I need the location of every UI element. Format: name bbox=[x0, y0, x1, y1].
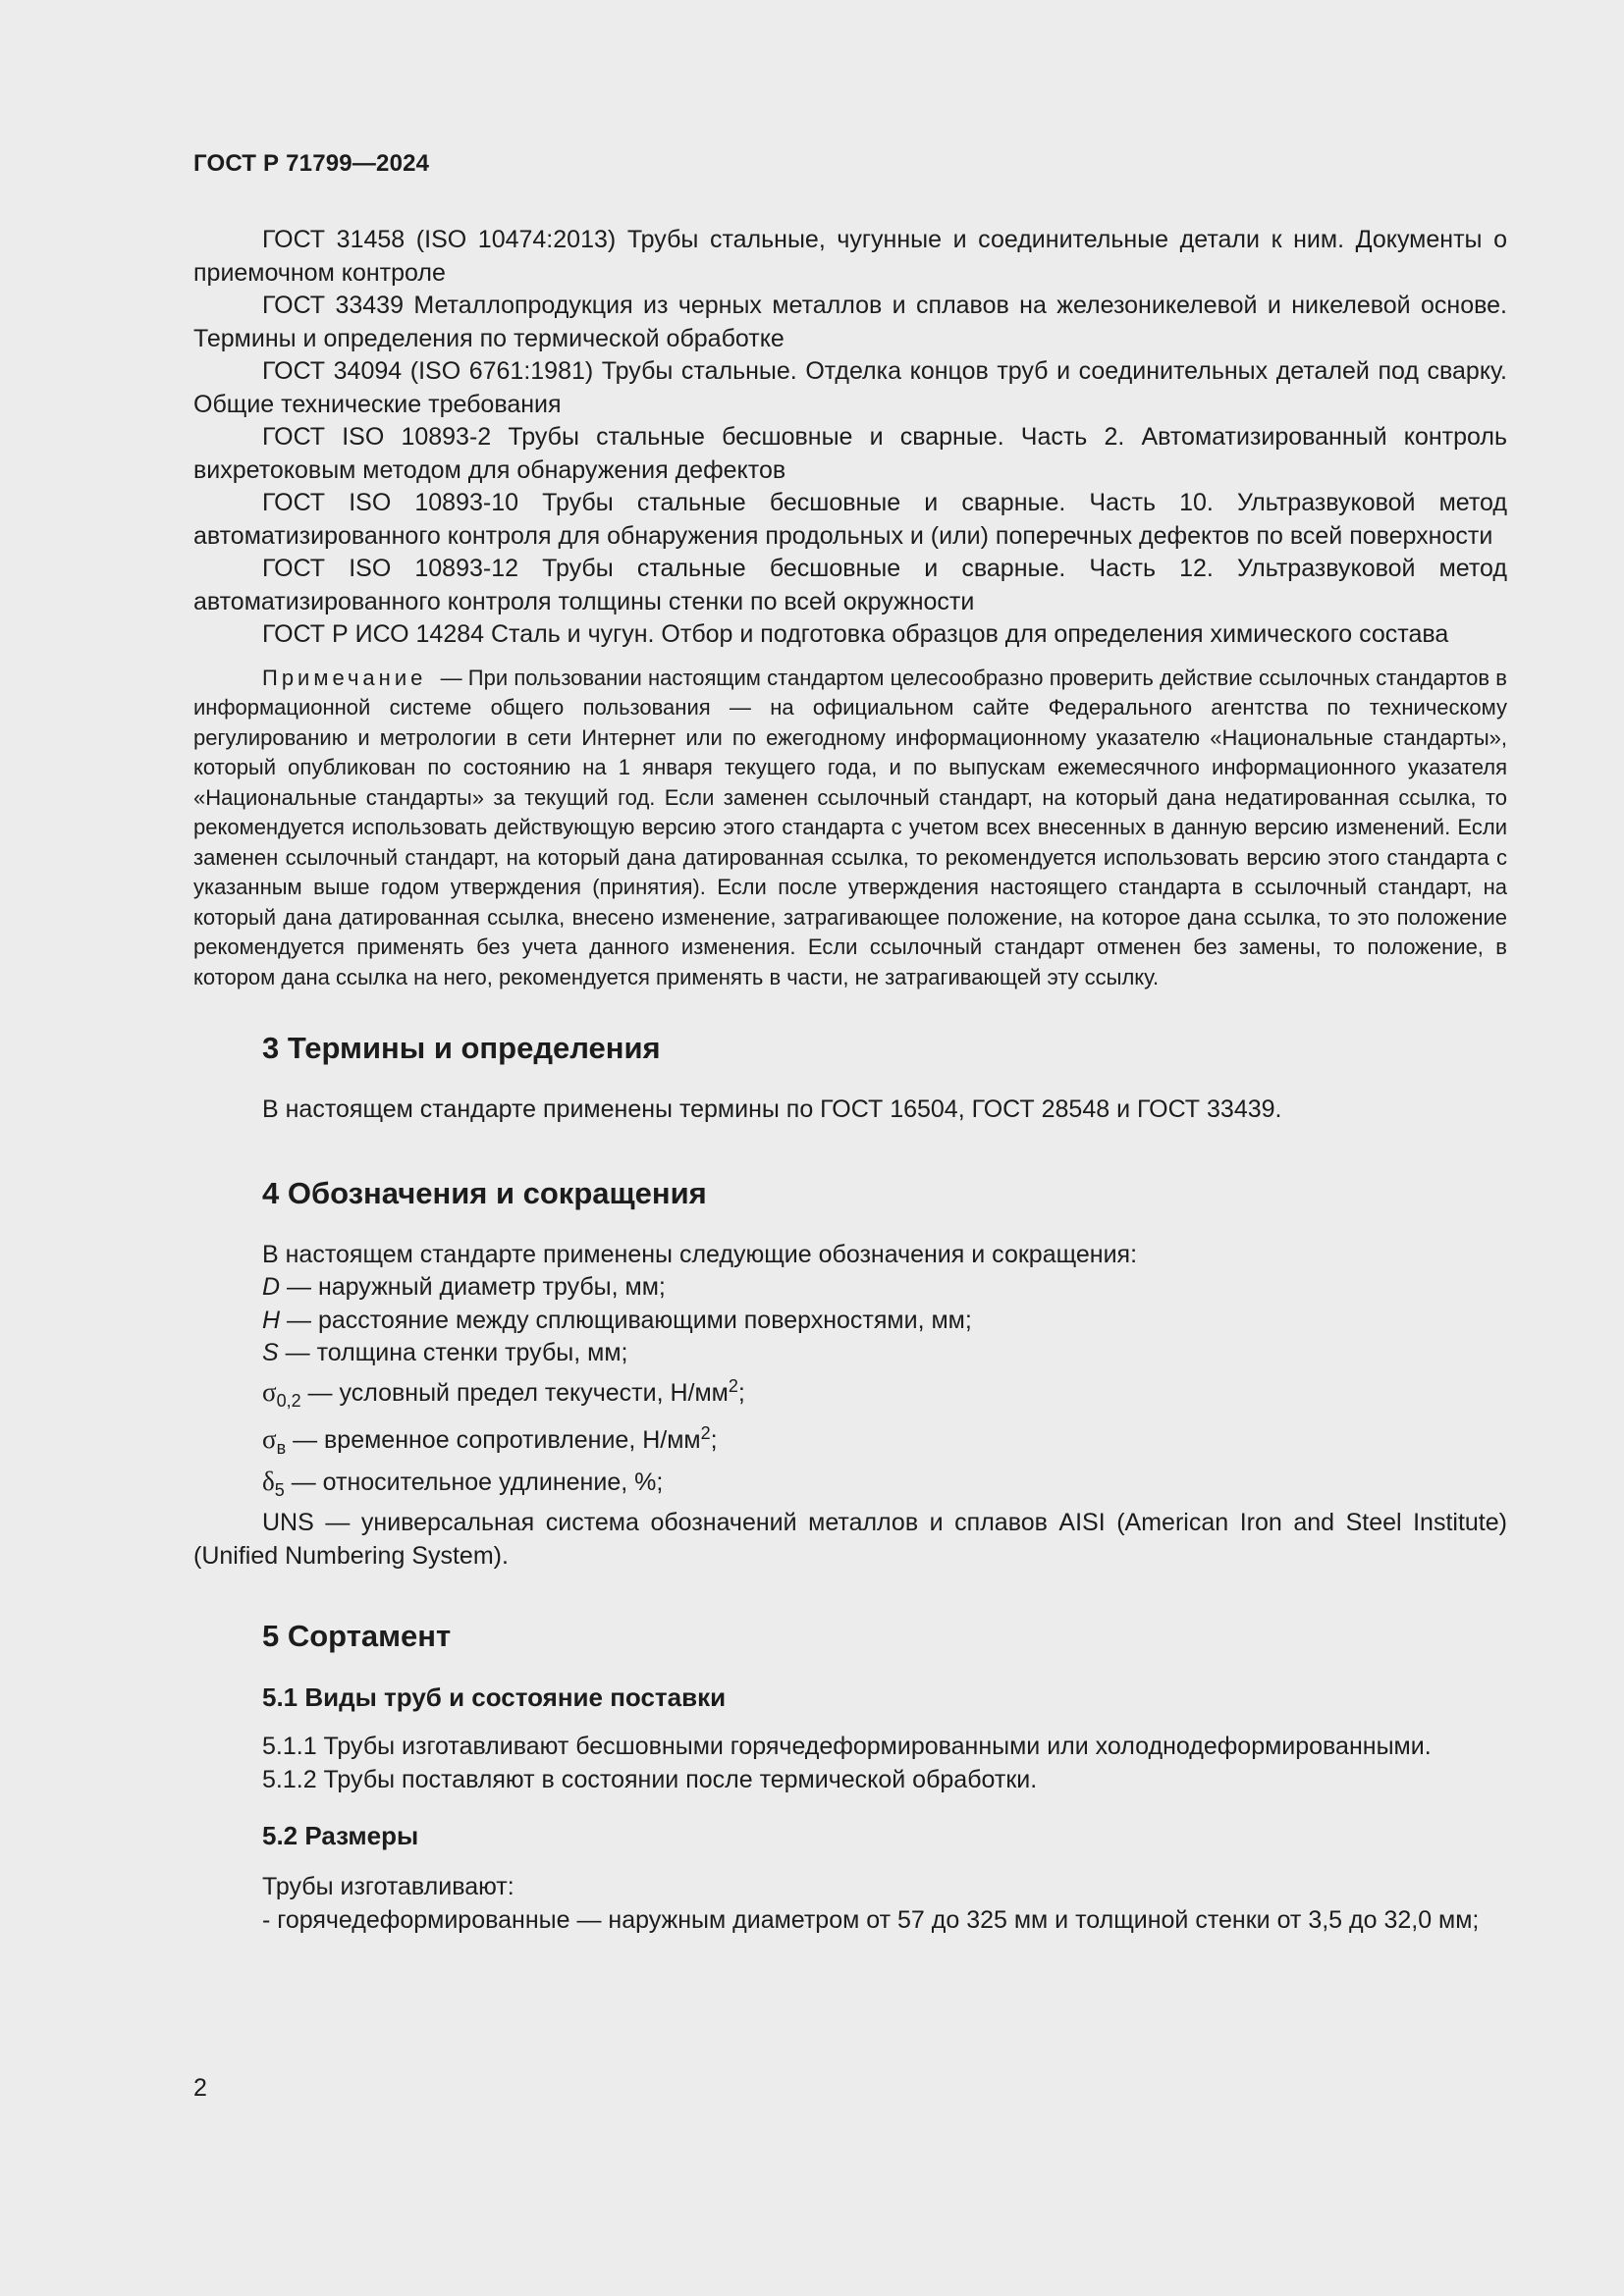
symbol-end: ; bbox=[737, 1378, 745, 1407]
reference-item bbox=[193, 355, 1507, 421]
reference-code: ГОСТ ISO 10893-2 bbox=[262, 423, 492, 451]
section-3-heading: 3 Термины и определения bbox=[262, 1031, 661, 1065]
note-label: Примечание bbox=[262, 665, 427, 690]
symbol-desc: — временное сопротивление, Н/мм bbox=[286, 1426, 701, 1454]
reference-title: Металлопродукция из черных металлов и сплавов на железоникелевой и никелевой основе. Термины и определения по термической обработке bbox=[193, 292, 1507, 352]
symbols-list bbox=[193, 1239, 1507, 1574]
reference-code: ГОСТ ISO 10893-12 bbox=[262, 555, 519, 582]
symbol-desc: — толщина стенки трубы, мм; bbox=[278, 1339, 628, 1366]
symbol-superscript: 2 bbox=[700, 1423, 711, 1443]
symbol-subscript: 0,2 bbox=[276, 1390, 301, 1411]
reference-item bbox=[193, 421, 1507, 487]
reference-title: Сталь и чугун. Отбор и подготовка образцов для определения химического состава bbox=[490, 620, 1449, 648]
symbol-desc: — расстояние между сплющивающими поверхностями, мм; bbox=[280, 1306, 972, 1334]
clause-5-1-1: 5.1.1 Трубы изготавливают бесшовными горячедеформированными или холоднодеформированными. bbox=[262, 1733, 1432, 1760]
page-number: 2 bbox=[193, 2074, 207, 2102]
reference-code: ГОСТ 33439 bbox=[262, 292, 404, 319]
greek-symbol: σ bbox=[262, 1376, 277, 1407]
subsection-5-1-heading: 5.1 Виды труб и состояние поставки bbox=[262, 1682, 727, 1712]
symbol-subscript: в bbox=[276, 1438, 287, 1458]
subsection-5-1-body bbox=[193, 1731, 1507, 1796]
reference-item bbox=[193, 487, 1507, 553]
symbol-desc: — условный предел текучести, Н/мм bbox=[300, 1378, 729, 1407]
symbol-desc: — относительное удлинение, %; bbox=[284, 1468, 664, 1496]
reference-title: Трубы стальные бесшовные и сварные. Часть 12. Ультразвуковой метод автоматизированного контроля толщины стенки по всей окружности bbox=[193, 555, 1507, 615]
symbol-item bbox=[193, 1370, 1507, 1418]
reference-code: ГОСТ 31458 (ISO 10474:2013) bbox=[262, 226, 617, 253]
symbol: S bbox=[262, 1339, 279, 1366]
symbol-item bbox=[193, 1271, 1507, 1305]
greek-symbol: σ bbox=[262, 1424, 277, 1454]
sizes-intro: Трубы изготавливают: bbox=[262, 1873, 514, 1900]
symbol-item bbox=[193, 1466, 1507, 1508]
reference-title: Трубы стальные, чугунные и соединительные детали к ним. Документы о приемочном контроле bbox=[193, 226, 1507, 287]
greek-symbol: δ bbox=[262, 1466, 275, 1496]
uns-item: UNS — универсальная система обозначений металлов и сплавов AISI (American Iron and Steel Institute) (Unified Numbering System). bbox=[193, 1509, 1507, 1570]
clause-5-1-2: 5.1.2 Трубы поставляют в состоянии после термической обработки. bbox=[262, 1765, 1038, 1793]
symbol-end: ; bbox=[710, 1426, 718, 1454]
document-header: ГОСТ Р 71799—2024 bbox=[193, 150, 430, 177]
note-text: — При пользовании настоящим стандартом целесообразно проверить действие ссылочных стандартов в информационной системе общего пользования — на официальном сайте Федерального агентства по техническому регулированию и метрологии в сети Интернет или по ежегодному информационному указателю «Национальные стандарты», который опубликован по состоянию на 1 января текущего года, и по выпускам ежемесячного информационного указателя «Национальные стандарты» за текущий год. Если заменен ссылочный стандарт, на который дана недатированная ссылка, то рекомендуется использовать действующую версию этого стандарта с учетом всех внесенных в данную версию изменений. Если заменен ссылочный стандарт, на который дана датированная ссылка, то рекомендуется использовать версию этого стандарта с указанным выше годом утверждения (принятия). Если после утверждения настоящего стандарта в ссылочный стандарт, на который дана датированная ссылка, внесено изменение, затрагивающее положение, на которое дана ссылка, то это положение рекомендуется применять без учета данного изменения. Если ссылочный стандарт отменен без замены, то положение, в котором дана ссылка на него, рекомендуется применять в части, не затрагивающей эту ссылку. bbox=[193, 665, 1507, 989]
sizes-list-item: - горячедеформированные — наружным диаметром от 57 до 325 мм и толщиной стенки от 3,5 до 32,0 мм; bbox=[262, 1905, 1480, 1934]
reference-item bbox=[193, 553, 1507, 618]
subsection-5-2-heading: 5.2 Размеры bbox=[262, 1821, 419, 1850]
section-4-heading: 4 Обозначения и сокращения bbox=[262, 1175, 707, 1210]
symbol-item bbox=[193, 1305, 1507, 1338]
reference-item bbox=[193, 618, 1507, 652]
note-paragraph bbox=[193, 664, 1507, 993]
reference-title: Трубы стальные. Отделка концов труб и соединительных деталей под сварку. Общие технические требования bbox=[193, 357, 1507, 418]
symbol-subscript: 5 bbox=[274, 1479, 285, 1500]
symbol-desc: — наружный диаметр трубы, мм; bbox=[280, 1273, 666, 1301]
normative-references-list bbox=[193, 224, 1507, 652]
reference-code: ГОСТ Р ИСО 14284 bbox=[262, 620, 485, 648]
reference-code: ГОСТ 34094 (ISO 6761:1981) bbox=[262, 357, 594, 385]
reference-title: Трубы стальные бесшовные и сварные. Часть 10. Ультразвуковой метод автоматизированного контроля для обнаружения продольных и (или) поперечных дефектов по всей поверхности bbox=[193, 489, 1507, 550]
symbol-superscript: 2 bbox=[728, 1375, 738, 1396]
section-5-heading: 5 Сортамент bbox=[262, 1619, 452, 1653]
symbol-item bbox=[193, 1337, 1507, 1370]
symbols-intro: В настоящем стандарте применены следующие обозначения и сокращения: bbox=[262, 1240, 1138, 1268]
section-3-text: В настоящем стандарте применены термины по ГОСТ 16504, ГОСТ 28548 и ГОСТ 33439. bbox=[262, 1095, 1282, 1123]
symbol-item bbox=[193, 1417, 1507, 1466]
reference-item bbox=[193, 290, 1507, 355]
subsection-5-2-body bbox=[193, 1871, 1507, 1937]
symbol: D bbox=[262, 1273, 281, 1301]
document-body bbox=[193, 224, 1507, 1937]
reference-item bbox=[193, 224, 1507, 290]
reference-code: ГОСТ ISO 10893-10 bbox=[262, 489, 519, 516]
symbol: H bbox=[262, 1306, 281, 1334]
reference-title: Трубы стальные бесшовные и сварные. Часть 2. Автоматизированный контроль вихретоковым методом для обнаружения дефектов bbox=[193, 423, 1508, 484]
